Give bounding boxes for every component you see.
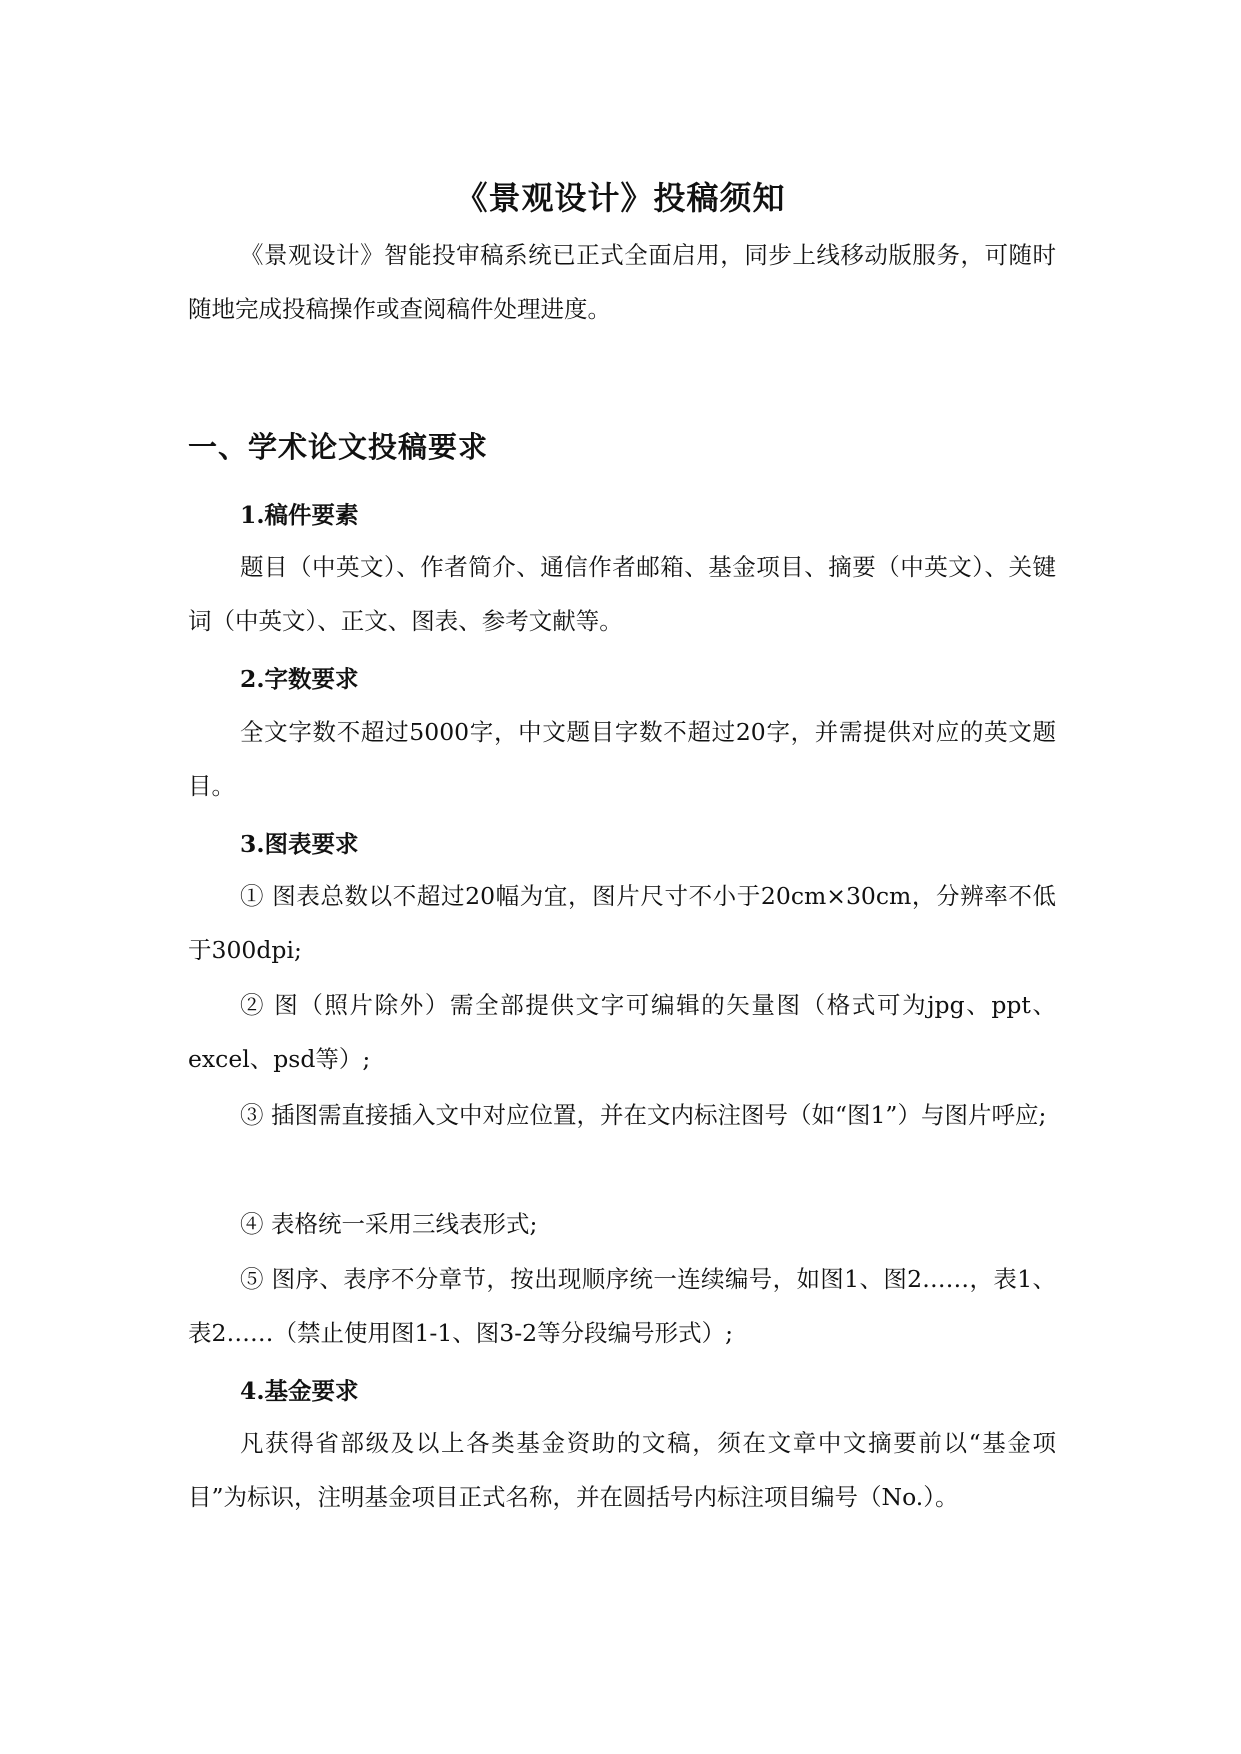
figure-rule-item: ⑤ 图序、表序不分章节，按出现顺序统一连续编号，如图1、图2……，表1、表2……（禁止使用图1-1、图3-2等分段编号形式）; — [188, 1265, 1056, 1347]
subsection-heading-figures: 3.图表要求 — [240, 830, 359, 858]
document-title: 《景观设计》投稿须知 — [455, 179, 786, 217]
figure-rule-item: ① 图表总数以不超过20幅为宜，图片尺寸不小于20cm×30cm，分辨率不低于300dpi; — [188, 882, 1056, 964]
figure-rule-item: ④ 表格统一采用三线表形式; — [240, 1210, 538, 1238]
intro-paragraph: 《景观设计》智能投审稿系统已正式全面启用，同步上线移动版服务，可随时随地完成投稿操作或查阅稿件处理进度。 — [188, 241, 1056, 323]
figure-rule-item: ② 图（照片除外）需全部提供文字可编辑的矢量图（格式可为jpg、ppt、excel、psd等）; — [188, 991, 1056, 1073]
subsection-heading-elements: 1.稿件要素 — [240, 501, 359, 529]
elements-paragraph: 题目（中英文）、作者简介、通信作者邮箱、基金项目、摘要（中英文）、关键词（中英文）、正文、图表、参考文献等。 — [188, 553, 1056, 635]
word-count-paragraph: 全文字数不超过5000字，中文题目字数不超过20字，并需提供对应的英文题目。 — [188, 718, 1056, 800]
funding-paragraph: 凡获得省部级及以上各类基金资助的文稿，须在文章中文摘要前以“基金项目”为标识，注明基金项目正式名称，并在圆括号内标注项目编号（No.）。 — [188, 1429, 1056, 1511]
subsection-heading-word-count: 2.字数要求 — [240, 665, 359, 693]
subsection-heading-funding: 4.基金要求 — [240, 1377, 359, 1405]
figure-rule-item: ③ 插图需直接插入文中对应位置，并在文内标注图号（如“图1”）与图片呼应; — [240, 1101, 1047, 1129]
section-heading: 一、学术论文投稿要求 — [188, 430, 489, 464]
